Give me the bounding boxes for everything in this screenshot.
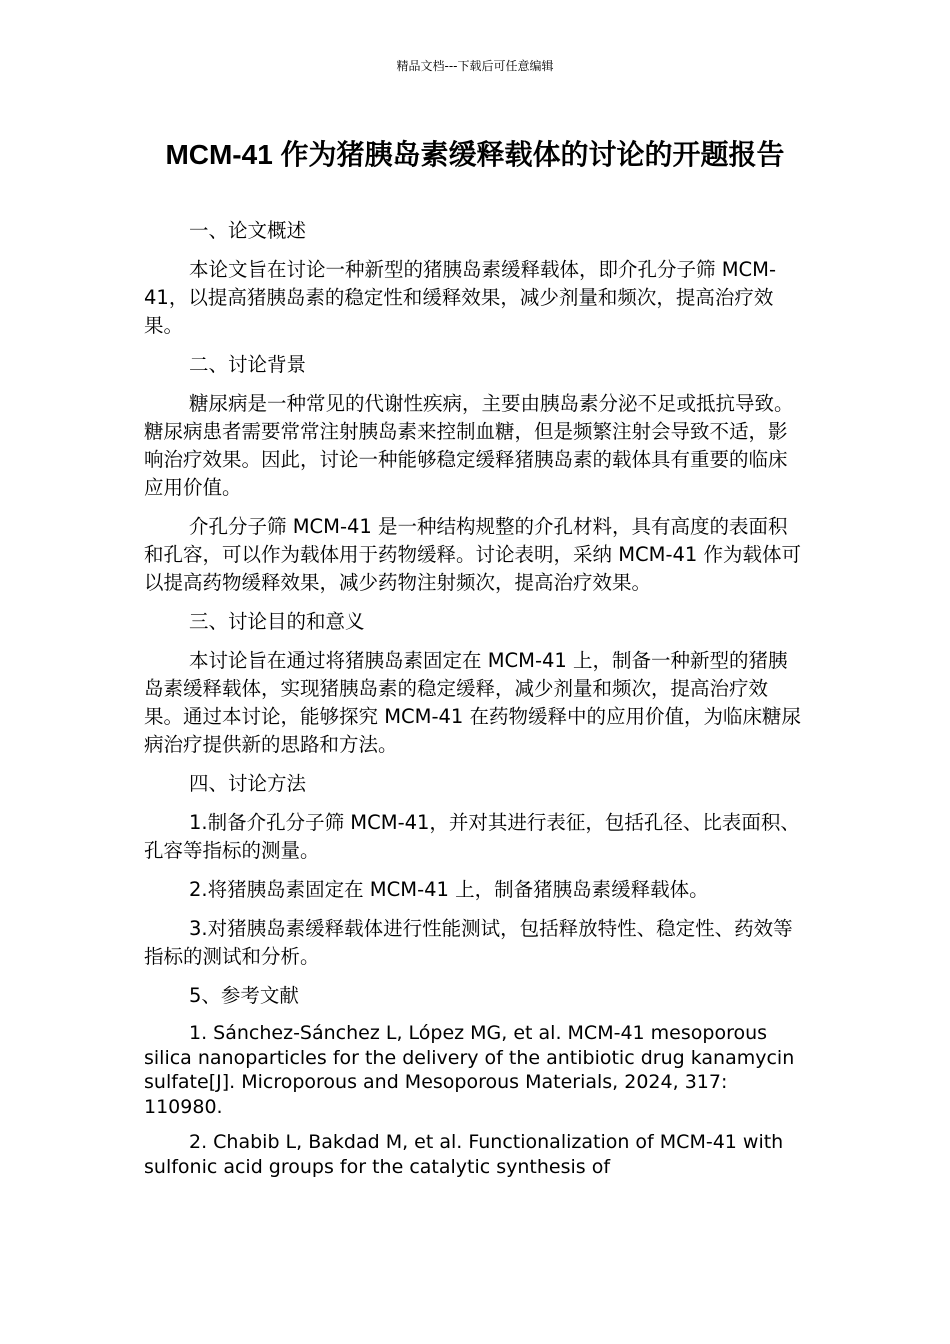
reference-item-2: 2. Chabib L, Bakdad M, et al. Functionalization of MCM-41 with sulfonic acid groups for the catalytic synthesis of [144,1131,784,1178]
section-heading-methods: 四、讨论方法 [189,772,307,795]
document-body [144,217,804,1190]
page-header: 精品文档---下载后可任意编辑 [396,59,554,73]
document-title: MCM-41 作为猪胰岛素缓释载体的讨论的开题报告 [165,139,785,170]
paragraph-background-1: 糖尿病是一种常见的代谢性疾病，主要由胰岛素分泌不足或抵抗导致。糖尿病患者需要常常注射胰岛素来控制血糖，但是频繁注射会导致不适，影响治疗效果。因此，讨论一种能够稳定缓释猪胰岛素的载体具有重要的临床应用价值。 [144,392,794,499]
section-heading-overview: 一、论文概述 [189,219,307,242]
section-heading-purpose: 三、讨论目的和意义 [189,610,365,633]
section-heading-background: 二、讨论背景 [189,353,307,376]
section-heading-references: 5、参考文献 [189,984,299,1007]
reference-item-1: 1. Sánchez-Sánchez L, López MG, et al. MCM-41 mesoporous silica nanoparticles for the delivery of the antibiotic drug kanamycin sulfate[J]. Microporous and Mesoporous Materials, 2024, 317: 110980. [144,1022,795,1118]
method-item-2: 2.将猪胰岛素固定在 MCM-41 上，制备猪胰岛素缓释载体。 [189,878,709,901]
method-item-1: 1.制备介孔分子筛 MCM-41，并对其进行表征，包括孔径、比表面积、孔容等指标的测量。 [144,811,800,862]
paragraph-background-2: 介孔分子筛 MCM-41 是一种结构规整的介孔材料，具有高度的表面积和孔容，可以作为载体用于药物缓释。讨论表明，采纳 MCM-41 作为载体可以提高药物缓释效果，减少药物注射频次，提高治疗效果。 [144,515,802,594]
method-item-3: 3.对猪胰岛素缓释载体进行性能测试，包括释放特性、稳定性、药效等指标的测试和分析。 [144,917,793,968]
paragraph-purpose: 本讨论旨在通过将猪胰岛素固定在 MCM-41 上，制备一种新型的猪胰岛素缓释载体，实现猪胰岛素的稳定缓释，减少剂量和频次，提高治疗效果。通过本讨论，能够探究 MCM-41 在药物缓释中的应用价值，为临床糖尿病治疗提供新的思路和方法。 [144,649,802,756]
paragraph-overview: 本论文旨在讨论一种新型的猪胰岛素缓释载体，即介孔分子筛 MCM-41，以提高猪胰岛素的稳定性和缓释效果，减少剂量和频次，提高治疗效果。 [144,258,776,337]
